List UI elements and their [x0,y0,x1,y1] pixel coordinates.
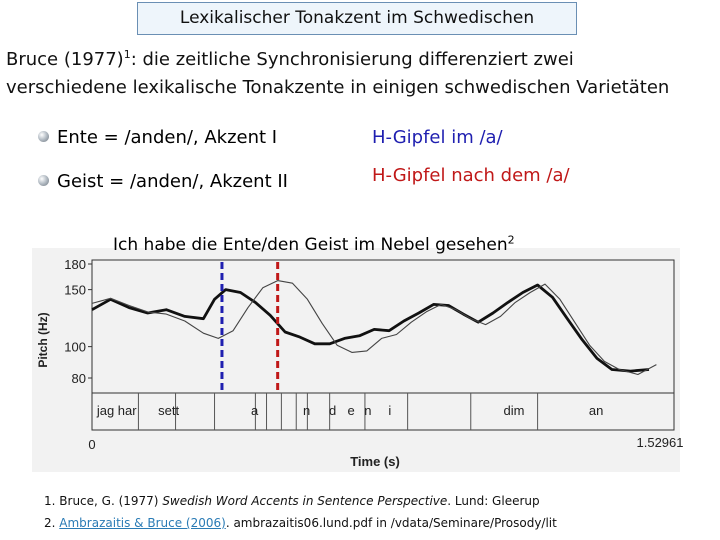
reference-1 [44,490,557,512]
reference-path: . ambrazaitis06.lund.pdf in /vdata/Seminare/Prosody/lit [225,516,557,530]
akzent-2-peak-label: H-Gipfel nach dem /a/ [372,165,570,186]
pitch-curve-thin [92,281,656,375]
segment-label: sett [158,403,180,418]
reference-number: 2. [44,516,56,530]
reference-publisher: . Lund: Gleerup [447,494,540,508]
x-tick-end: 1.52961 [636,435,684,450]
reference-title: Swedish Word Accents in Sentence Perspective [162,494,448,508]
y-axis-ticks [64,257,92,386]
figure-caption-text: Ich habe die Ente/den Geist im Nebel gesehen [113,235,508,255]
segment-label: jag har [96,403,137,418]
intro-line-2: verschiedene lexikalische Tonakzente in einigen schwedischen Varietäten [6,77,670,98]
reference-text: Bruce, G. (1977) [59,494,163,508]
x-tick-start: 0 [88,437,96,452]
segment-label: an [588,403,604,418]
segment-label: i [388,403,392,418]
akzent-1-peak-label: H-Gipfel im /a/ [372,127,503,148]
y-tick-label: 150 [64,282,86,298]
pitch-curve-thick [92,285,649,371]
segment-label: a [250,403,259,418]
reference-link[interactable]: Ambrazaitis & Bruce (2006) [59,516,226,530]
references [44,490,557,534]
y-tick-label: 80 [71,371,86,386]
intro-text-line1: : die zeitliche Synchronisierung differenziert zwei [130,49,574,70]
figure-caption-footnote-mark: 2 [507,233,515,247]
pitch-curves [92,281,656,375]
intro-author: Bruce (1977) [6,49,124,70]
reference-2 [44,512,557,534]
segment-label: n [364,403,372,418]
bullet-left-text: Ente = /anden/, Akzent I [57,127,278,148]
segment-label: dim [503,403,525,418]
accent-markers [222,262,278,390]
y-axis-label: Pitch (Hz) [36,312,50,368]
y-tick-label: 100 [64,339,86,355]
intro-footnote-mark: 1 [123,48,131,61]
x-axis-label: Time (s) [350,454,400,469]
segment-label: e [347,403,355,418]
segment-label: n [302,403,311,418]
segment-labels [96,403,603,418]
segment-boundaries [138,393,537,430]
slide-title: Lexikalischer Tonakzent im Schwedischen [137,2,577,35]
segment-label: d [328,403,337,418]
bullet-left-text: Geist = /anden/, Akzent II [57,171,288,192]
reference-number: 1. [44,494,56,508]
y-tick-label: 180 [64,257,86,272]
